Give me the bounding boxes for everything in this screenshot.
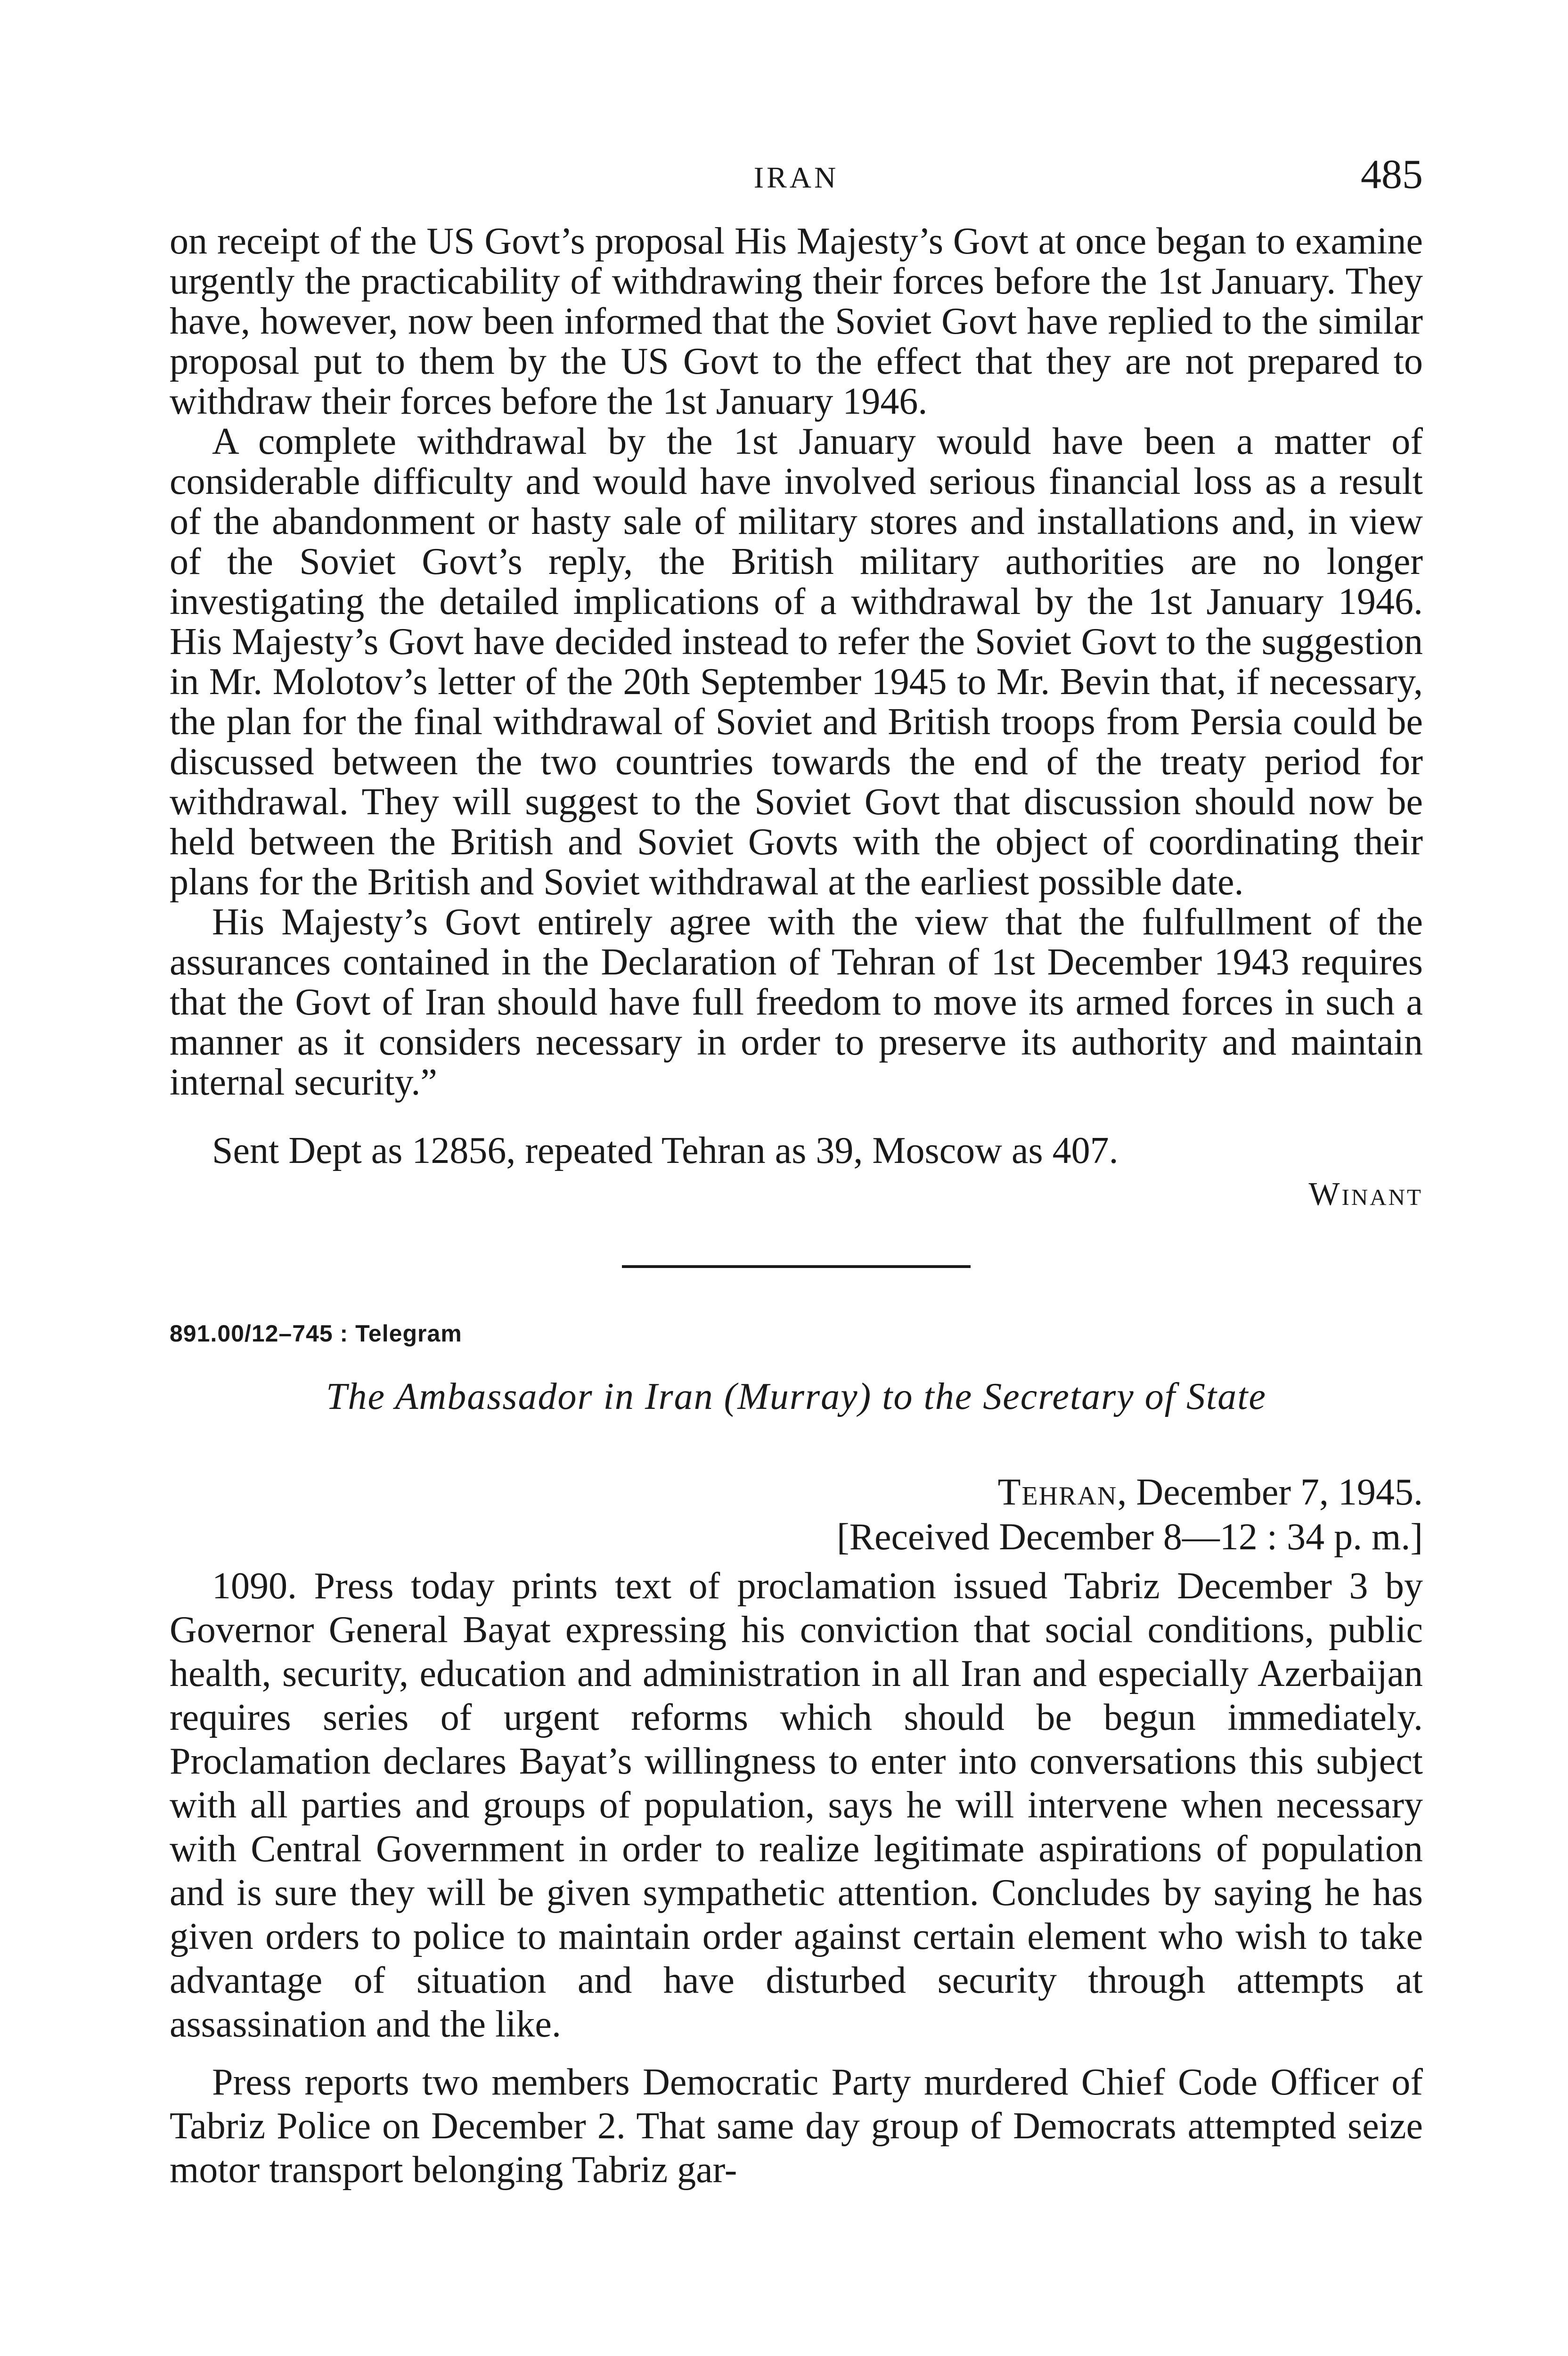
- paragraph-press-reports: Press reports two members Democratic Party murdered Chief Code Officer of Tabriz Police on December 2. That same day group of Democrats attempted seize motor transport belonging Tabriz gar-: [170, 2062, 1423, 2191]
- running-head: IRAN: [753, 161, 839, 194]
- paragraph-withdrawal: A complete withdrawal by the 1st January would have been a matter of considerable difficulty and would have involved serious financial loss as a result of the abandonment or hasty sale of military stores and installations and, in view of the Soviet Govt’s reply, the British military authorities are no longer investigating the detailed implications of a withdrawal by the 1st January 1946. His Majesty’s Govt have decided instead to refer the Soviet Govt to the suggestion in Mr. Molotov’s letter of the 20th September 1945 to Mr. Bevin that, if necessary, the plan for the final withdrawal of Soviet and British troops from Persia could be discussed between the two countries towards the end of the treaty period for withdrawal. They will suggest to the Soviet Govt that discussion should now be held between the British and Soviet Govts with the object of coordinating their plans for the British and Soviet withdrawal at the earliest possible date.: [170, 421, 1423, 903]
- dateline-place: Tehran: [997, 1472, 1118, 1513]
- file-reference: 891.00/12–745 : Telegram: [170, 1320, 462, 1347]
- paragraph-declaration: His Majesty’s Govt entirely agree with the view that the fulfullment of the assurances contained in the Declaration of Tehran of 1st December 1943 requires that the Govt of Iran should have full freedom to move its armed forces in such a manner as it considers necessary in order to preserve its authority and maintain internal security.”: [170, 901, 1423, 1103]
- section-divider: [622, 1265, 971, 1268]
- sent-line: Sent Dept as 12856, repeated Tehran as 39, Moscow as 407.: [212, 1130, 1119, 1171]
- received-line: [Received December 8—12 : 34 p. m.]: [836, 1516, 1423, 1558]
- dateline-date: , December 7, 1945.: [1117, 1472, 1423, 1513]
- document-title: The Ambassador in Iran (Murray) to the Secretary of State: [326, 1376, 1266, 1417]
- paragraph-proclamation: 1090. Press today prints text of proclamation issued Tabriz December 3 by Governor General Bayat expressing his conviction that social conditions, public health, security, education and administration in all Iran and especially Azerbaijan requires series of urgent reforms which should be begun immediately. Proclamation declares Bayat’s willingness to enter into conversations this subject with all parties and groups of population, says he will intervene when necessary with Central Government in order to realize legitimate aspirations of population and is sure they will be given sympathetic attention. Concludes by saying he has given orders to police to maintain order against certain element who wish to take advantage of situation and have disturbed security through attempts at assassination and the like.: [170, 1565, 1423, 2045]
- dateline: [170, 1470, 1423, 1515]
- document-page: [170, 141, 1423, 2192]
- page-header: [170, 141, 1423, 221]
- paragraph-continuation: on receipt of the US Govt’s proposal His Majesty’s Govt at once began to examine urgently the practicability of withdrawing their forces before the 1st January. They have, however, now been informed that the Soviet Govt have replied to the similar proposal put to them by the US Govt to the effect that they are not prepared to withdraw their forces before the 1st January 1946.: [170, 221, 1423, 422]
- telegram-body: [170, 1564, 1423, 2192]
- signature: Winant: [1308, 1176, 1423, 1212]
- page-number: 485: [1361, 152, 1423, 197]
